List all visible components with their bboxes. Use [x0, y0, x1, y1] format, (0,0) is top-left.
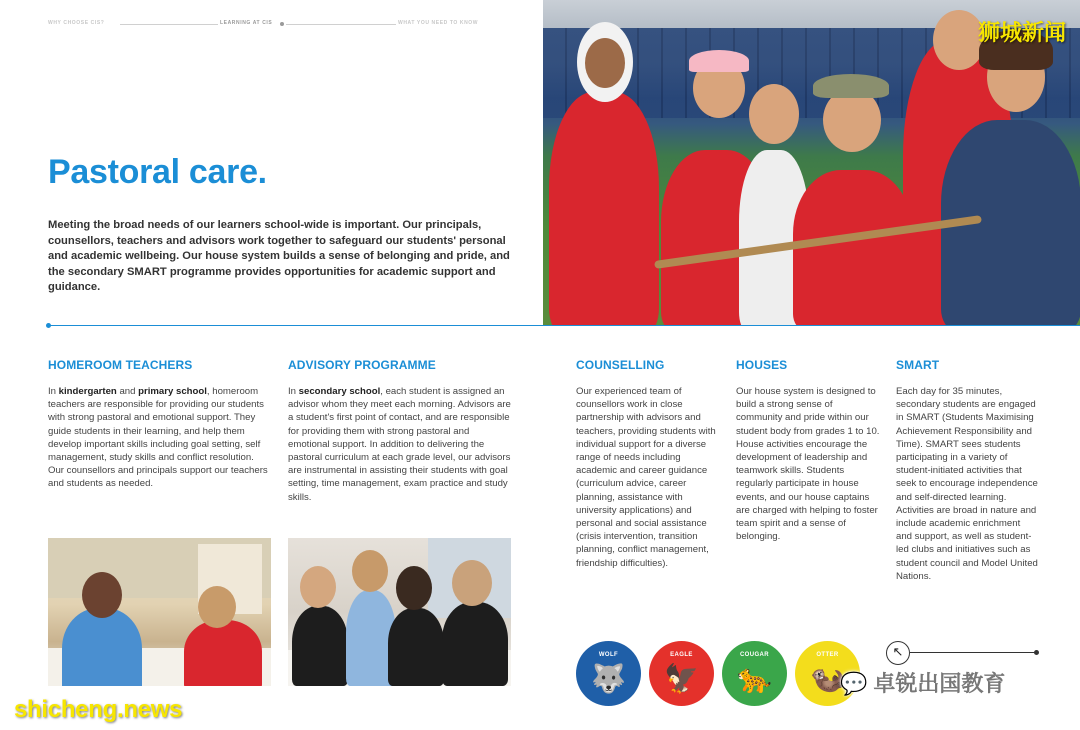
teacher-figure — [62, 608, 142, 686]
student-figure — [793, 170, 913, 326]
nav-item-need-to-know[interactable]: WHAT YOU NEED TO KNOW — [398, 20, 479, 26]
intro-paragraph: Meeting the broad needs of our learners school-wide is important. Our principals, counsellors, teachers and advisors work together to safeguard our students' personal and academic wellbeing. Our house system builds a sense of belonging and pride, and the secondary SMART programme provides opportunities for academic support and guidance. — [48, 219, 510, 294]
hero-photo-tug-of-war — [543, 0, 1080, 326]
wechat-label: 卓锐出国教育 — [873, 671, 1006, 696]
wolf-icon: 🐺 — [591, 663, 626, 694]
section-body: In secondary school, each student is assigned an advisor whom they meet each morning. Advisors are a student's first point of contact, and are responsible for providing them with strong pastoral and emotional support. In addition to delivering the pastoral curriculum at each grade level, our advisors are instrumental in assisting their students with goal setting, time management, exam practice and study skills. — [288, 386, 511, 503]
section-divider — [48, 325, 1080, 326]
page-title: Pastoral care. — [48, 153, 267, 191]
photo-homeroom-teacher — [48, 538, 271, 686]
student-figure — [388, 608, 444, 686]
pointer-dot — [1034, 650, 1039, 655]
nav-line — [120, 24, 218, 25]
section-body: Each day for 35 minutes, secondary students are engaged in SMART (Students Maximising Achievement Responsibility and Time). SMART sees students participating in a variety of student-initiated activities that seek to encourage independence and self-directed learning. Activities are broad in nature and include academic enrichment and support, as well as student-led clubs and initiatives such as student council and Model United Nations. — [896, 386, 1038, 582]
nav-item-learning[interactable]: LEARNING AT CIS — [220, 20, 273, 26]
eagle-icon: 🦅 — [664, 663, 699, 694]
student-figure — [442, 602, 508, 686]
pointer-icon: ↖ — [886, 641, 910, 665]
wechat-watermark — [840, 667, 1005, 698]
teacher-head — [82, 572, 122, 618]
badge-label: OTTER — [816, 652, 839, 658]
watermark-cn: 狮城新闻 — [977, 20, 1066, 45]
badge-label: COUGAR — [739, 652, 770, 658]
student-head — [452, 560, 492, 606]
student-head — [396, 566, 432, 610]
student-figure — [184, 620, 262, 686]
house-badge-wolf — [576, 641, 641, 706]
student-head — [300, 566, 336, 608]
section-heading: SMART — [896, 358, 940, 372]
section-houses — [736, 358, 880, 543]
section-smart — [896, 358, 1038, 583]
teacher-head — [352, 550, 388, 592]
section-homeroom-teachers — [48, 358, 272, 491]
student-head — [198, 586, 236, 628]
section-heading: ADVISORY PROGRAMME — [288, 358, 436, 372]
badge-label: WOLF — [598, 652, 619, 658]
wechat-icon: 💬 — [840, 671, 868, 696]
photo-advisory-group — [288, 538, 511, 686]
section-nav — [48, 20, 488, 30]
house-badge-cougar — [722, 641, 787, 706]
watermark-en: shicheng.news — [14, 696, 183, 723]
pointer-line — [910, 652, 1036, 653]
nav-active-dot — [280, 22, 284, 26]
divider-dot — [46, 323, 51, 328]
section-advisory-programme — [288, 358, 512, 504]
section-body: Our house system is designed to build a strong sense of community and pride within our student body from grades 1 to 10. House activities encourage the development of leadership and teamwork skills. Students regularly participate in house events, and our house captains are charged with helping to foster team spirit and a sense of belonging. — [736, 386, 880, 543]
section-body: In kindergarten and primary school, homeroom teachers are responsible for providing our students with strong pastoral and emotional support. They guide students in their learning, and help them develop important skills including goal setting, self management, study skills and conflict resolution. Our counsellors and principals support our teachers and students as needed. — [48, 386, 268, 490]
section-heading: HOUSES — [736, 358, 788, 372]
student-figure — [549, 92, 659, 326]
otter-icon: 🦦 — [810, 663, 845, 694]
section-counselling — [576, 358, 718, 570]
section-heading: COUNSELLING — [576, 358, 665, 372]
student-figure — [292, 606, 348, 686]
section-body: Our experienced team of counsellors work in close partnership with advisors and teachers, providing students with individual support for a diverse range of needs including academic and career guidance (curriculum advice, career planning, assistance with university applications) and personal and social assistance (crisis intervention, transition planning, conflict management, friendship difficulties). — [576, 386, 716, 569]
nav-item-why-cis[interactable]: WHY CHOOSE CIS? — [48, 20, 105, 26]
nav-line — [286, 24, 396, 25]
cougar-icon: 🐆 — [737, 663, 772, 694]
house-badge-eagle — [649, 641, 714, 706]
section-heading: HOMEROOM TEACHERS — [48, 358, 193, 372]
badge-label: EAGLE — [670, 652, 693, 658]
